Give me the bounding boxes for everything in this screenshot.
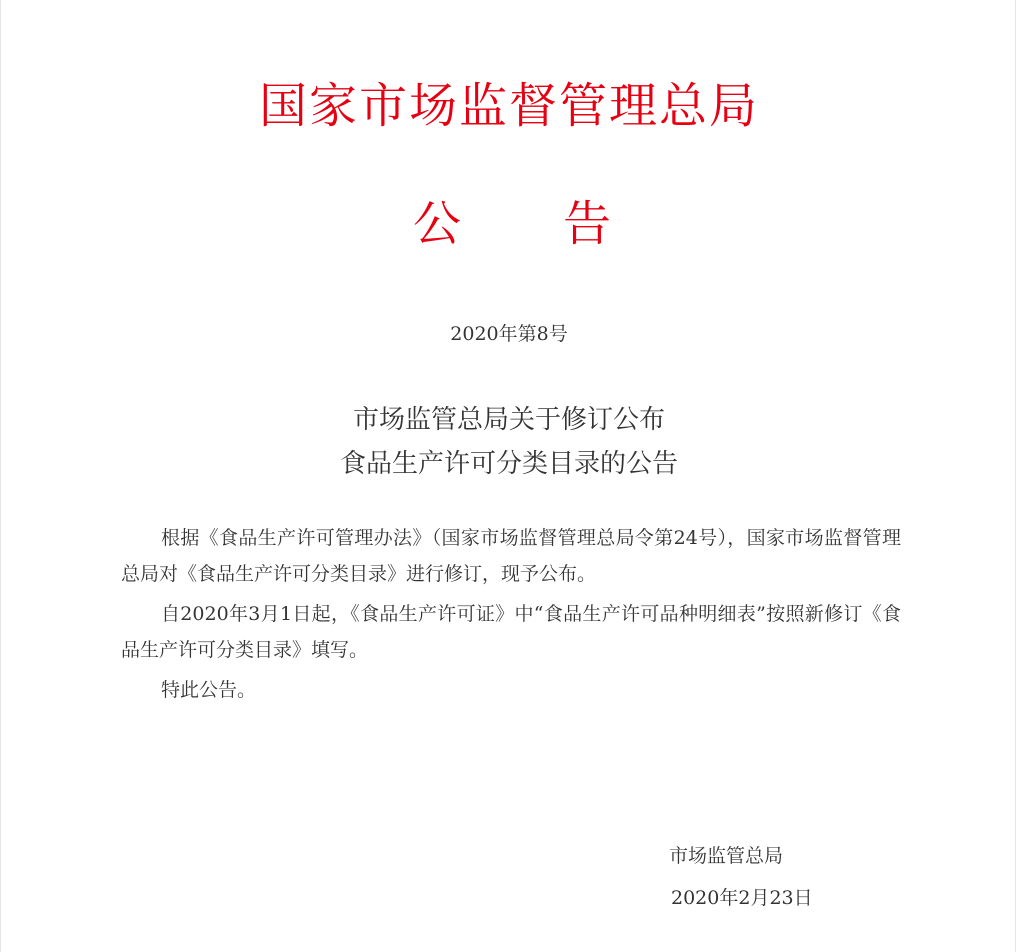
notice-heading-char-1: 公: [412, 196, 461, 252]
subject-line-1: 市场监管总局关于修订公布: [352, 405, 665, 435]
signature-issuer: 市场监管总局: [669, 845, 784, 867]
document-number: 2020年第8号: [450, 323, 568, 345]
body-paragraph-2: 自2020年3月1日起，《食品生产许可证》中“食品生产许可品种明细表”按照新修订《食品生产许可分类目录》填写。: [121, 603, 901, 661]
body-paragraph-1: 根据《食品生产许可管理办法》（国家市场监督管理总局令第24号），国家市场监督管理总局对《食品生产许可分类目录》进行修订，现予公布。: [121, 527, 901, 585]
notice-heading-char-2: 告: [562, 196, 611, 252]
subject-line-2: 食品生产许可分类目录的公告: [339, 449, 678, 479]
body-paragraph-3: 特此公告。: [161, 679, 257, 701]
agency-title: 国家市场监督管理总局: [258, 78, 759, 134]
signature-date: 2020年2月23日: [671, 887, 813, 909]
